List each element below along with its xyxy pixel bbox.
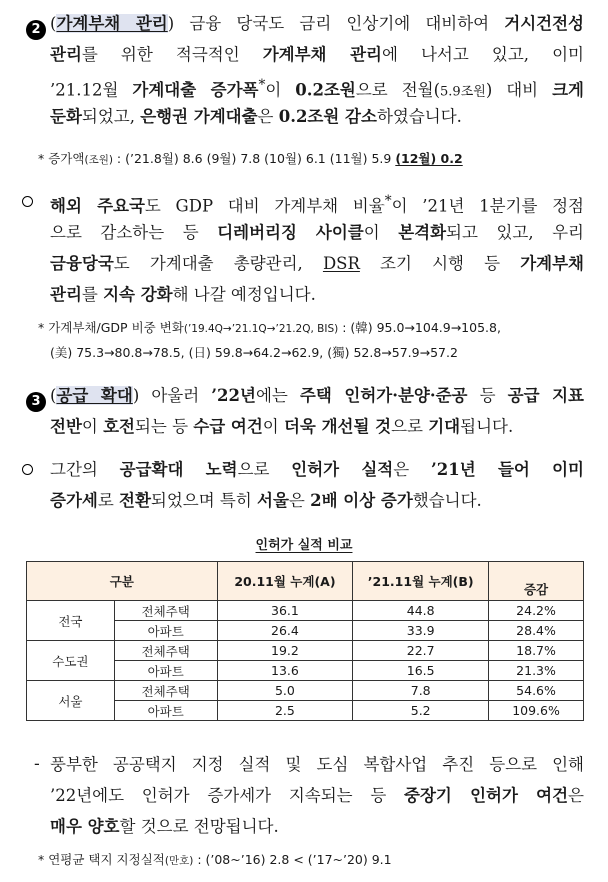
value-b-cell: 33.9	[353, 621, 489, 641]
value-b-cell: 16.5	[353, 661, 489, 681]
hollow-circle-icon	[22, 196, 33, 207]
section-number-marker	[26, 13, 46, 44]
paragraph-line: 으로 감소하는 등 디레버리징 사이클이 본격화되고 있고, 우리	[50, 223, 584, 242]
value-a-cell: 13.6	[217, 661, 353, 681]
header-prev-year: 20.11월 누계(A)	[217, 562, 353, 601]
value-b-cell: 5.2	[353, 701, 489, 721]
paragraph-line: 그간의 공급확대 노력으로 인허가 실적은 ’21년 들어 이미	[50, 460, 585, 479]
header-change: 증감	[489, 562, 584, 601]
bullet-marker	[22, 186, 33, 217]
value-a-cell: 26.4	[217, 621, 353, 641]
table-title: 인허가 실적 비교	[255, 538, 353, 553]
change-cell: 54.6%	[489, 681, 584, 701]
value-b-cell: 22.7	[353, 641, 489, 661]
region-cell: 전국	[27, 601, 115, 641]
region-cell: 서울	[27, 681, 115, 721]
paragraph-line: 관리를 지속 강화해 나갈 예정입니다.	[50, 285, 316, 304]
type-cell: 전체주택	[114, 601, 217, 621]
paragraph-line: ’21.12월 가계대출 증가폭*이 0.2조원으로 전월(5.9조원) 대비 크게	[50, 77, 584, 100]
table-header-row	[27, 562, 584, 601]
type-cell: 아파트	[114, 701, 217, 721]
change-cell: 21.3%	[489, 661, 584, 681]
table-row	[27, 641, 584, 661]
region-cell: 수도권	[27, 641, 115, 681]
paragraph-line: ’22년에도 인허가 증가세가 지속되는 등 중장기 인허가 여건은	[50, 786, 584, 805]
paragraph-line: 증가세로 전환되었으며 특히 서울은 2배 이상 증가했습니다.	[50, 491, 482, 510]
value-b-cell: 44.8	[353, 601, 489, 621]
paragraph-line: 전반이 호전되는 등 수급 여건이 더욱 개선될 것으로 기대됩니다.	[50, 417, 514, 436]
paragraph-line: 해외 주요국도 GDP 대비 가계부채 비율*이 ’21년 1분기를 정점	[50, 193, 584, 216]
change-cell: 28.4%	[489, 621, 584, 641]
table-row	[27, 681, 584, 701]
type-cell: 아파트	[114, 621, 217, 641]
type-cell: 아파트	[114, 661, 217, 681]
paragraph-line: 풍부한 공공택지 지정 실적 및 도심 복합사업 추진 등으로 인해	[50, 755, 584, 774]
dash-marker: -	[34, 754, 40, 774]
paragraph-line: (공급 확대) 아울러 ’22년에는 주택 인허가·분양·준공 등 공급 지표	[50, 386, 584, 405]
section-heading: 공급 확대	[56, 386, 133, 405]
footnote-monthly-increase: * 증가액(조원) : (’21.8월) 8.6 (9월) 7.8 (10월) 6.1 (11월) 5.9 (12월) 0.2	[38, 151, 463, 166]
change-cell: 18.7%	[489, 641, 584, 661]
paragraph-line: 매우 양호할 것으로 전망됩니다.	[50, 817, 279, 836]
paragraph-line: 관리를 위한 적극적인 가계부채 관리에 나서고 있고, 이미	[50, 45, 584, 64]
footnote-debt-gdp-ratio-cont: (美) 75.3→80.8→78.5, (日) 59.8→64.2→62.9, (獨) 52.8→57.9→57.2	[50, 345, 458, 360]
footnote-debt-gdp-ratio: * 가계부채/GDP 비중 변화(’19.4Q→’21.1Q→’21.2Q, BIS) : (韓) 95.0→104.9→105.8,	[38, 320, 501, 335]
header-category: 구분	[27, 562, 218, 601]
section-heading: 가계부채 관리	[56, 14, 168, 33]
table-row	[27, 601, 584, 621]
circled-number-2-icon: 2	[26, 20, 46, 40]
hollow-circle-icon	[22, 464, 33, 475]
value-a-cell: 5.0	[217, 681, 353, 701]
header-this-year: ’21.11월 누계(B)	[353, 562, 489, 601]
paragraph-line: (가계부채 관리) 금융 당국도 금리 인상기에 대비하여 거시건전성	[50, 14, 584, 33]
type-cell: 전체주택	[114, 681, 217, 701]
permit-comparison-table	[26, 561, 584, 721]
bullet-marker	[22, 454, 33, 485]
value-a-cell: 36.1	[217, 601, 353, 621]
footnote-text: * 연평균 택지 지정실적(만호) : (’08~’16) 2.8 < (’17~’20) 9.1	[38, 852, 392, 867]
change-cell: 109.6%	[489, 701, 584, 721]
value-b-cell: 7.8	[353, 681, 489, 701]
paragraph-line: 둔화되었고, 은행권 가계대출은 0.2조원 감소하였습니다.	[50, 107, 462, 126]
section-number-marker	[26, 385, 46, 416]
circled-number-3-icon: 3	[26, 392, 46, 412]
paragraph-line: 금융당국도 가계대출 총량관리, DSR 조기 시행 등 가계부채	[50, 254, 584, 273]
type-cell: 전체주택	[114, 641, 217, 661]
value-a-cell: 19.2	[217, 641, 353, 661]
change-cell: 24.2%	[489, 601, 584, 621]
value-a-cell: 2.5	[217, 701, 353, 721]
